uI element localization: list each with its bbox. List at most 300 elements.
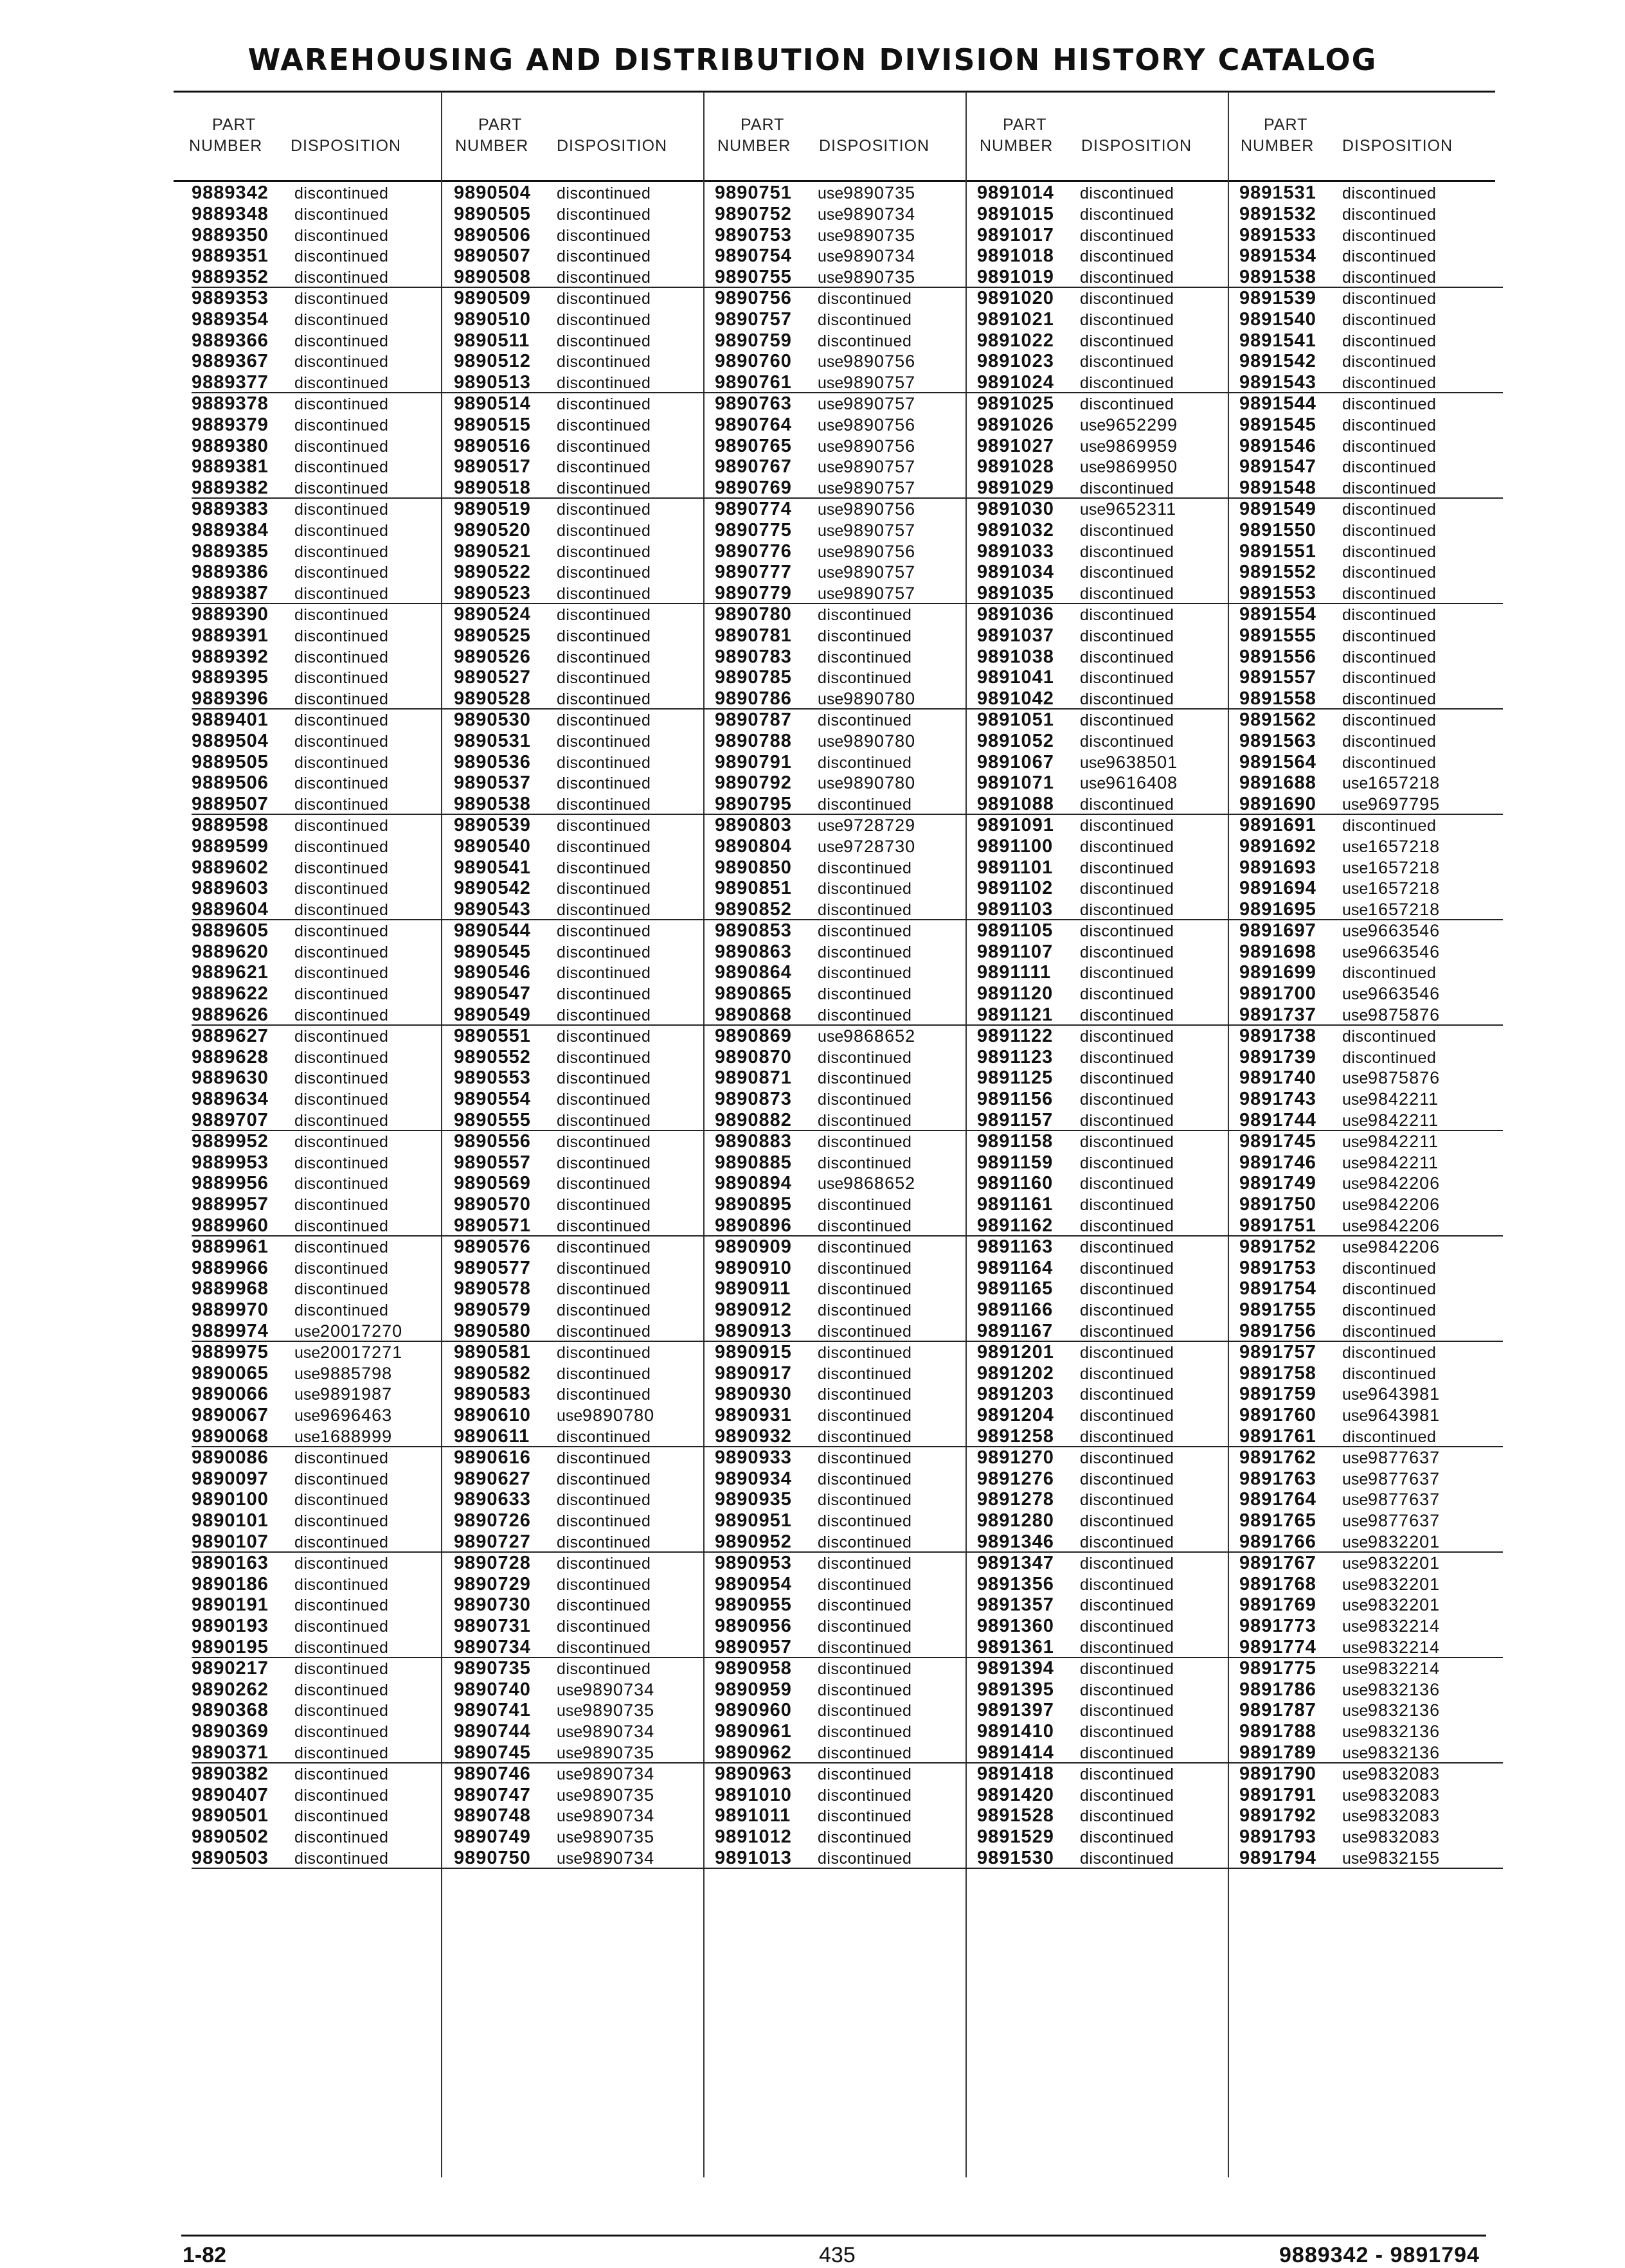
part-number: 9891397 [977, 1700, 1054, 1721]
part-number: 9890086 [192, 1447, 269, 1468]
replacement-part-number: 9842211 [1368, 1111, 1439, 1130]
catalog-row [192, 1574, 455, 1595]
part-number: 9890521 [454, 540, 531, 562]
replacement-part-number: 9890757 [843, 457, 916, 477]
header-number: NUMBER [980, 137, 1054, 155]
part-number: 9891357 [977, 1594, 1054, 1616]
disposition: discontinued [818, 1238, 912, 1256]
replacement-part-number: 9890735 [582, 1827, 655, 1847]
catalog-row [715, 1194, 978, 1215]
part-number: 9889386 [192, 562, 269, 583]
replacement-part-number: 9832214 [1368, 1658, 1441, 1678]
part-number: 9889953 [192, 1152, 269, 1173]
disposition: discontinued [1080, 1638, 1174, 1657]
disposition: discontinued [1342, 542, 1437, 561]
catalog-row [715, 1848, 978, 1869]
replacement-part-number: 9890735 [843, 183, 916, 202]
part-number: 9890788 [715, 730, 792, 751]
disposition-use: use [1342, 1407, 1369, 1425]
part-number: 9889377 [192, 372, 269, 393]
disposition: discontinued [1080, 1280, 1174, 1299]
disposition: discontinued [1080, 627, 1174, 645]
column-header [189, 114, 453, 157]
disposition-use: use [1342, 1849, 1369, 1868]
disposition: discontinued [1080, 816, 1174, 835]
replacement-part-number: 9890780 [843, 689, 916, 709]
disposition: discontinued [294, 627, 389, 645]
catalog-row [715, 499, 978, 520]
part-number: 9890509 [454, 287, 531, 308]
catalog-row [715, 1089, 978, 1110]
disposition: discontinued [557, 226, 651, 245]
header-part: PART [741, 116, 785, 134]
disposition: discontinued [294, 1470, 389, 1488]
catalog-row [977, 625, 1241, 647]
catalog-row [1239, 1469, 1503, 1490]
part-number: 9890726 [454, 1510, 531, 1531]
catalog-row [1239, 1489, 1503, 1510]
column-header [717, 114, 981, 157]
disposition: discontinued [557, 1196, 651, 1215]
part-number: 9891548 [1239, 478, 1316, 499]
replacement-part-number: 9842211 [1368, 1089, 1439, 1109]
part-number: 9890746 [454, 1763, 531, 1784]
catalog-row [715, 1005, 978, 1026]
disposition: discontinued [1080, 1681, 1174, 1699]
catalog-row [192, 1299, 455, 1321]
disposition: discontinued [818, 1512, 912, 1531]
catalog-row [192, 1405, 455, 1426]
disposition: discontinued [557, 353, 651, 371]
catalog-row [454, 1658, 717, 1679]
disposition-use: use [557, 1723, 583, 1742]
catalog-row [454, 1089, 717, 1110]
replacement-part-number: 9663546 [1368, 920, 1441, 940]
part-number: 9891037 [977, 625, 1054, 646]
disposition: discontinued [294, 585, 389, 603]
disposition: discontinued [818, 1470, 912, 1488]
replacement-part-number: 9877637 [1368, 1469, 1441, 1488]
disposition-use: use [1080, 753, 1106, 772]
disposition: discontinued [818, 627, 912, 645]
part-number: 9890781 [715, 625, 792, 646]
part-number: 9891551 [1239, 540, 1316, 562]
disposition: discontinued [818, 985, 912, 1004]
catalog-row [454, 1131, 717, 1152]
part-number: 9890787 [715, 709, 792, 730]
catalog-row [192, 1616, 455, 1637]
disposition-use: use [1342, 985, 1369, 1004]
replacement-part-number: 1657218 [1368, 857, 1441, 877]
part-number: 9889367 [192, 351, 269, 372]
part-number: 9891015 [977, 203, 1054, 224]
disposition: discontinued [1342, 353, 1437, 371]
disposition: discontinued [294, 922, 389, 940]
part-number: 9891532 [1239, 203, 1316, 224]
catalog-row [454, 246, 717, 267]
catalog-row [715, 1510, 978, 1531]
catalog-row [715, 1384, 978, 1405]
part-number: 9891546 [1239, 435, 1316, 456]
part-number: 9891760 [1239, 1405, 1316, 1426]
disposition-use: use [1342, 1618, 1369, 1636]
disposition: discontinued [818, 1681, 912, 1699]
catalog-row [977, 1278, 1241, 1299]
part-number: 9890803 [715, 814, 792, 835]
part-number: 9891042 [977, 688, 1054, 710]
part-number: 9890865 [715, 983, 792, 1005]
part-number: 9890542 [454, 878, 531, 899]
part-number: 9890913 [715, 1321, 792, 1342]
part-number: 9890581 [454, 1341, 531, 1362]
catalog-row [192, 520, 455, 541]
part-number: 9889366 [192, 330, 269, 351]
part-number: 9890556 [454, 1130, 531, 1152]
disposition: discontinued [557, 1238, 651, 1256]
disposition: discontinued [1080, 1849, 1174, 1868]
part-number: 9891538 [1239, 267, 1316, 288]
replacement-part-number: 9875876 [1368, 1068, 1441, 1088]
disposition-use: use [557, 1702, 583, 1720]
disposition-use: use [818, 479, 844, 498]
catalog-row [715, 667, 978, 688]
replacement-part-number: 9890756 [843, 436, 916, 456]
catalog-row [715, 625, 978, 647]
replacement-part-number: 9890757 [843, 520, 916, 540]
disposition: discontinued [1342, 437, 1437, 456]
catalog-row [977, 942, 1241, 963]
part-number: 9890961 [715, 1721, 792, 1742]
replacement-part-number: 1657218 [1368, 900, 1441, 920]
catalog-row [1239, 1321, 1503, 1342]
catalog-row [454, 942, 717, 963]
disposition: discontinued [1080, 289, 1174, 308]
part-number: 9891163 [977, 1236, 1054, 1257]
catalog-row [454, 1152, 717, 1174]
disposition: discontinued [1342, 585, 1437, 603]
catalog-row [715, 1700, 978, 1721]
catalog-row [977, 1826, 1241, 1848]
part-number: 9891159 [977, 1152, 1054, 1173]
catalog-row [454, 1469, 717, 1490]
part-number: 9891791 [1239, 1784, 1316, 1805]
part-number: 9890527 [454, 667, 531, 688]
catalog-row [1239, 562, 1503, 583]
disposition: discontinued [818, 1638, 912, 1657]
catalog-row [454, 267, 717, 288]
disposition: discontinued [557, 437, 651, 456]
disposition: discontinued [557, 690, 651, 709]
catalog-row [977, 1299, 1241, 1321]
disposition: discontinued [1080, 1786, 1174, 1805]
replacement-part-number: 9877637 [1368, 1490, 1441, 1510]
catalog-row [977, 815, 1241, 836]
disposition: discontinued [1342, 1301, 1437, 1320]
disposition: discontinued [818, 1154, 912, 1172]
catalog-row [977, 1553, 1241, 1574]
part-number: 9891759 [1239, 1384, 1316, 1405]
part-number: 9890952 [715, 1531, 792, 1552]
catalog-row [1239, 1258, 1503, 1279]
disposition: discontinued [294, 1807, 389, 1826]
part-number: 9891020 [977, 287, 1054, 308]
catalog-row [192, 1215, 455, 1237]
disposition: discontinued [557, 1048, 651, 1067]
disposition: discontinued [557, 500, 651, 519]
header-disposition: DISPOSITION [1342, 137, 1453, 155]
disposition: discontinued [1080, 669, 1174, 688]
replacement-part-number: 9832083 [1368, 1827, 1441, 1847]
disposition-use: use [1342, 1807, 1369, 1826]
catalog-row [454, 1785, 717, 1806]
disposition-use: use [818, 690, 844, 709]
catalog-row [715, 647, 978, 668]
catalog-row [977, 1594, 1241, 1616]
replacement-part-number: 20017271 [320, 1342, 403, 1362]
disposition: discontinued [294, 247, 389, 266]
disposition: discontinued [818, 1533, 912, 1551]
part-number: 9891562 [1239, 709, 1316, 730]
disposition: discontinued [294, 1069, 389, 1088]
catalog-row [192, 1531, 455, 1553]
part-number: 9890544 [454, 920, 531, 941]
part-number: 9890549 [454, 1005, 531, 1026]
disposition: discontinued [818, 1112, 912, 1130]
catalog-row [454, 1721, 717, 1742]
part-number: 9891156 [977, 1089, 1054, 1110]
catalog-row [715, 731, 978, 752]
part-number: 9889380 [192, 435, 269, 456]
part-number: 9890511 [454, 330, 530, 351]
replacement-part-number: 9869959 [1106, 436, 1178, 456]
catalog-row [192, 1384, 455, 1405]
part-number: 9890369 [192, 1721, 269, 1742]
catalog-row [715, 478, 978, 499]
catalog-row [1239, 1616, 1503, 1637]
catalog-row [715, 1721, 978, 1742]
replacement-part-number: 9890756 [843, 415, 916, 434]
part-number: 9891789 [1239, 1742, 1316, 1763]
part-number: 9889707 [192, 1110, 269, 1131]
catalog-row [715, 1785, 978, 1806]
disposition-use: use [818, 521, 844, 540]
disposition: discontinued [1342, 648, 1437, 666]
part-number: 9890780 [715, 603, 792, 625]
part-number: 9891556 [1239, 646, 1316, 667]
catalog-row [977, 562, 1241, 583]
replacement-part-number: 9832136 [1368, 1701, 1441, 1720]
catalog-row [715, 1047, 978, 1068]
part-number: 9890728 [454, 1552, 531, 1573]
catalog-row [977, 1194, 1241, 1215]
replacement-part-number: 9890757 [843, 373, 916, 393]
disposition: discontinued [557, 1533, 651, 1551]
catalog-row [1239, 836, 1503, 857]
catalog-row [192, 1469, 455, 1490]
part-number: 9890930 [715, 1384, 792, 1405]
catalog-row [1239, 857, 1503, 879]
catalog-row [454, 1026, 717, 1047]
catalog-row [977, 583, 1241, 604]
part-number: 9891346 [977, 1531, 1054, 1552]
part-number: 9890761 [715, 372, 792, 393]
catalog-row [454, 815, 717, 836]
catalog-row [1239, 688, 1503, 710]
catalog-row [715, 1405, 978, 1426]
part-number: 9890885 [715, 1152, 792, 1173]
catalog-row [715, 309, 978, 330]
catalog-row [1239, 1637, 1503, 1658]
part-number: 9891745 [1239, 1130, 1316, 1152]
disposition: discontinued [818, 1343, 912, 1362]
catalog-row [1239, 1826, 1503, 1848]
catalog-row [454, 1194, 717, 1215]
part-number: 9890786 [715, 688, 792, 710]
header-disposition: DISPOSITION [1081, 137, 1192, 155]
disposition-use: use [1342, 1175, 1369, 1193]
part-number: 9890931 [715, 1405, 792, 1426]
part-number: 9891121 [977, 1005, 1054, 1026]
disposition-use: use [294, 1343, 321, 1362]
part-number: 9891761 [1239, 1426, 1316, 1447]
disposition: discontinued [557, 1659, 651, 1678]
disposition: discontinued [557, 774, 651, 793]
part-number: 9890783 [715, 646, 792, 667]
replacement-part-number: 20017270 [320, 1321, 403, 1341]
disposition: discontinued [1080, 1154, 1174, 1172]
catalog-row [1239, 1005, 1503, 1026]
disposition: discontinued [294, 690, 389, 709]
replacement-part-number: 9890780 [843, 773, 916, 793]
replacement-part-number: 9890734 [582, 1679, 655, 1699]
part-number: 9889350 [192, 224, 269, 246]
disposition: discontinued [1080, 964, 1174, 983]
replacement-part-number: 9832083 [1368, 1785, 1441, 1805]
header-number: NUMBER [1241, 137, 1315, 155]
disposition: discontinued [294, 648, 389, 666]
disposition: discontinued [557, 1323, 651, 1341]
disposition: discontinued [294, 732, 389, 751]
disposition: discontinued [1080, 1596, 1174, 1615]
catalog-row [977, 1384, 1241, 1405]
disposition: discontinued [1080, 1364, 1174, 1383]
disposition: discontinued [294, 226, 389, 245]
disposition: discontinued [1342, 1027, 1437, 1046]
replacement-part-number: 9875876 [1368, 1005, 1441, 1025]
catalog-row [192, 1089, 455, 1110]
part-number: 9891022 [977, 330, 1054, 351]
part-number: 9890066 [192, 1384, 269, 1405]
disposition-use: use [1342, 1638, 1369, 1657]
catalog-row [977, 436, 1241, 457]
catalog-row [192, 1826, 455, 1848]
disposition: discontinued [1342, 627, 1437, 645]
catalog-row [977, 647, 1241, 668]
header-number: NUMBER [189, 137, 263, 155]
catalog-row [977, 1848, 1241, 1869]
catalog-row [715, 1531, 978, 1553]
disposition-use: use [557, 1786, 583, 1805]
part-number: 9891101 [977, 857, 1054, 878]
disposition-use: use [818, 374, 844, 393]
catalog-row [1239, 225, 1503, 246]
part-number: 9891753 [1239, 1257, 1316, 1278]
catalog-row [977, 1574, 1241, 1595]
catalog-row [1239, 1173, 1503, 1194]
disposition: discontinued [294, 1702, 389, 1720]
part-number: 9890537 [454, 772, 531, 794]
part-number: 9889599 [192, 835, 269, 857]
disposition: discontinued [557, 627, 651, 645]
disposition-use: use [1342, 1238, 1369, 1256]
catalog-row [192, 1426, 455, 1447]
disposition: discontinued [557, 1470, 651, 1488]
disposition: discontinued [1342, 732, 1437, 751]
part-number: 9890960 [715, 1700, 792, 1721]
replacement-part-number: 9643981 [1368, 1384, 1441, 1404]
disposition: discontinued [1080, 1069, 1174, 1088]
part-number: 9890777 [715, 562, 792, 583]
catalog-row [454, 1321, 717, 1342]
disposition: discontinued [1342, 1259, 1437, 1278]
part-number: 9891793 [1239, 1826, 1316, 1848]
catalog-row [454, 204, 717, 225]
disposition-use: use [1342, 1828, 1369, 1847]
replacement-part-number: 9832201 [1368, 1553, 1441, 1573]
disposition: discontinued [1080, 1491, 1174, 1510]
disposition: discontinued [1342, 1428, 1437, 1447]
catalog-row [454, 1531, 717, 1553]
disposition: discontinued [557, 564, 651, 582]
part-number: 9890757 [715, 308, 792, 330]
disposition: discontinued [1080, 1702, 1174, 1720]
part-number: 9890579 [454, 1299, 531, 1321]
catalog-row [715, 1594, 978, 1616]
part-number: 9891013 [715, 1847, 792, 1868]
disposition: discontinued [1342, 711, 1437, 729]
catalog-row [454, 562, 717, 583]
part-number: 9890546 [454, 962, 531, 983]
part-number: 9891794 [1239, 1847, 1316, 1868]
disposition: discontinued [818, 1407, 912, 1425]
catalog-row [1239, 1237, 1503, 1258]
part-number: 9891360 [977, 1616, 1054, 1637]
disposition: discontinued [1342, 374, 1437, 393]
part-number: 9890954 [715, 1573, 792, 1594]
catalog-row [454, 625, 717, 647]
disposition: discontinued [294, 1849, 389, 1868]
part-number: 9890522 [454, 562, 531, 583]
catalog-row [1239, 1194, 1503, 1215]
part-number: 9890371 [192, 1742, 269, 1763]
header-part: PART [1003, 116, 1047, 134]
replacement-part-number: 9832201 [1368, 1574, 1441, 1594]
catalog-row [977, 541, 1241, 562]
disposition: discontinued [557, 837, 651, 856]
disposition: discontinued [818, 1091, 912, 1109]
catalog-row [454, 794, 717, 815]
replacement-part-number: 9890735 [582, 1701, 655, 1720]
disposition: discontinued [294, 1491, 389, 1510]
disposition-use: use [818, 458, 844, 477]
part-number: 9891545 [1239, 414, 1316, 435]
catalog-row [715, 1237, 978, 1258]
part-number: 9890760 [715, 351, 792, 372]
disposition: discontinued [818, 859, 912, 877]
part-number: 9890382 [192, 1763, 269, 1784]
part-number: 9889605 [192, 920, 269, 941]
replacement-part-number: 9697795 [1368, 794, 1441, 814]
